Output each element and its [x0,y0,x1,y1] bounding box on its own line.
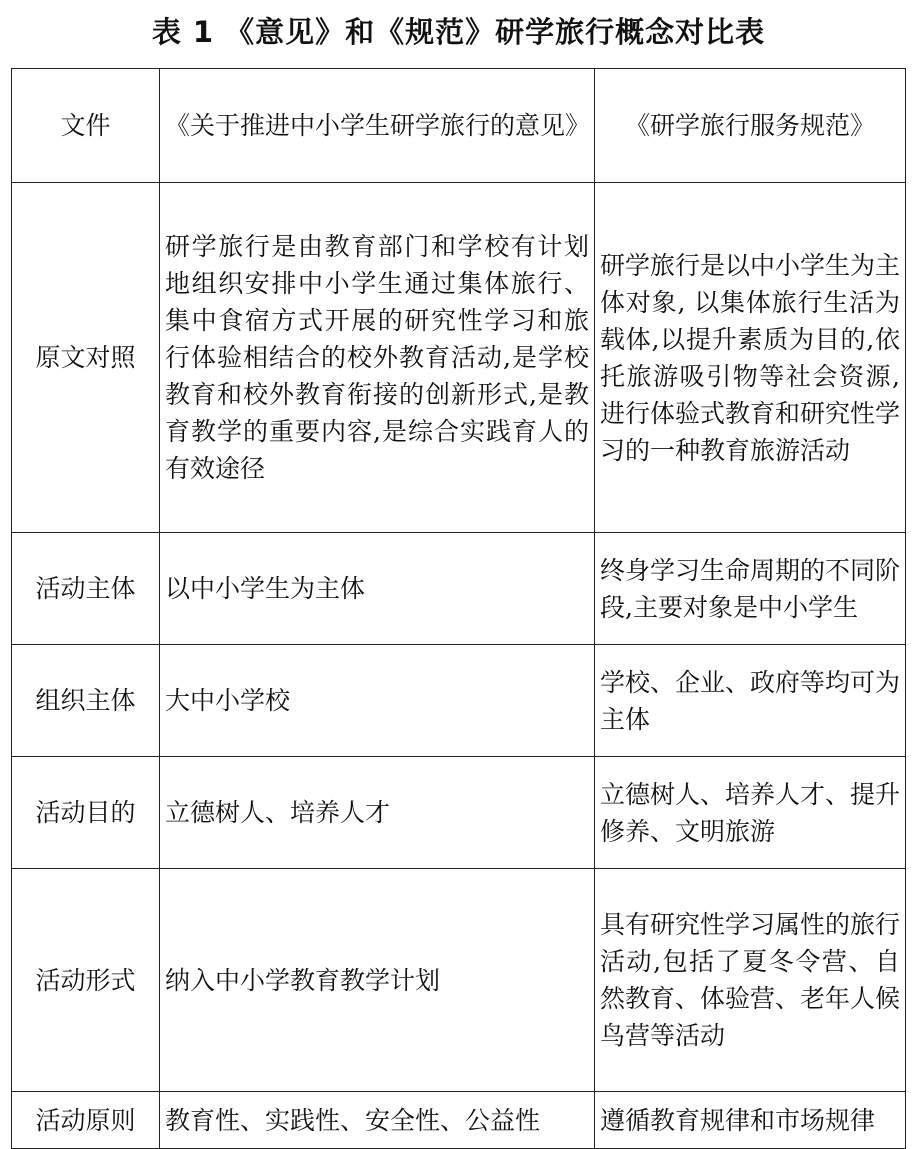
opinion-cell: 研学旅行是由教育部门和学校有计划地组织安排中小学生通过集体旅行、集中食宿方式开展的研究性学习和旅行体验相结合的校外教育活动,是学校教育和校外教育衔接的创新形式,是教育教学的重要内容,是综合实践育人的有效途径 [160,183,595,533]
standard-cell: 遵循教育规律和市场规律 [595,1092,906,1149]
table-row [12,533,906,645]
table-row [12,645,906,757]
row-label: 原文对照 [12,183,160,533]
header-cell-standard: 《研学旅行服务规范》 [595,69,906,183]
standard-cell: 具有研究性学习属性的旅行活动,包括了夏冬令营、自然教育、体验营、老年人候鸟营等活动 [595,869,906,1092]
header-cell-opinion: 《关于推进中小学生研学旅行的意见》 [160,69,595,183]
table-title: 表 1 《意见》和《规范》研学旅行概念对比表 [151,15,766,49]
opinion-cell: 教育性、实践性、安全性、公益性 [160,1092,595,1149]
table-row [12,869,906,1092]
table-row [12,1092,906,1149]
standard-cell: 终身学习生命周期的不同阶段,主要对象是中小学生 [595,533,906,645]
standard-cell: 学校、企业、政府等均可为主体 [595,645,906,757]
row-label: 活动目的 [12,757,160,869]
opinion-cell: 立德树人、培养人才 [160,757,595,869]
opinion-cell: 以中小学生为主体 [160,533,595,645]
standard-cell: 研学旅行是以中小学生为主体对象, 以集体旅行生活为载体,以提升素质为目的,依托旅游吸引物等社会资源,进行体验式教育和研究性学习的一种教育旅游活动 [595,183,906,533]
standard-cell: 立德树人、培养人才、提升修养、文明旅游 [595,757,906,869]
row-label: 组织主体 [12,645,160,757]
table-row [12,757,906,869]
table-row [12,183,906,533]
table-header-row [12,69,906,183]
opinion-cell: 纳入中小学教育教学计划 [160,869,595,1092]
row-label: 活动原则 [12,1092,160,1149]
comparison-table [11,68,906,1149]
row-label: 活动主体 [12,533,160,645]
opinion-cell: 大中小学校 [160,645,595,757]
row-label: 活动形式 [12,869,160,1092]
header-cell-document: 文件 [12,69,160,183]
